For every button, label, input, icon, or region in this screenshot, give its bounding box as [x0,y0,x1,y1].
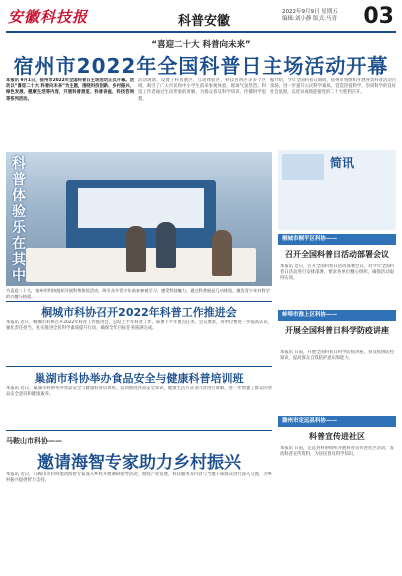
masthead [0,0,402,40]
sidebar-headline-2: 开展全国科普日科学防疫讲座 [285,326,389,335]
photo-slogan: 科普体验 乐在其中 [12,156,26,284]
brief-news-title: 简讯 [330,156,355,170]
story4-kicker: 马鞍山市科协—— [6,437,62,445]
story4-headline: 邀请海智专家助力乡村振兴 [37,453,241,473]
exhibit-screen [78,188,204,228]
section-divider [6,430,272,431]
story2-body: 本报讯 近日，桐城市科协召开2022年科普工作推进会，总结上半年科普工作，部署下半年重点任务。会议要求，各单位要进一步提高认识，强化责任担当，扎实推进全民科学素质提升行动，确保全年目标任务圆满完成。 [6,320,272,332]
visitor-figure [126,226,146,272]
sidebar-body-1: 本报讯 近日，召开全国科普日活动部署会议，对今年全国科普日活动进行安排部署，要求各单位精心组织，确保活动取得实效。 [280,264,394,282]
issue-date: 2022年9月9日 星期五 [282,9,338,15]
editor-line: 编辑:刘小静 版式:马青 [282,16,337,22]
section-title: 科普安徽 [178,14,231,29]
section-divider [6,366,272,367]
visitor-figure [156,222,176,268]
brief-news-graphic [282,154,324,180]
sidebar-body-3: 本报讯 日前，定远县科协组织开展科普宣传进社区活动，发放科普宣传资料，为居民普及科学知识。 [280,446,394,458]
sidebar-bar-1: 桐城市桐平区科协—— [278,234,396,245]
lead-column-3: 据介绍，今年全国科普日期间，宿州市将组织开展各类科普活动百余场，进一步提升公民科学素质，营造热爱科学、崇尚科学的良好社会氛围，以优异成绩迎接党的二十大胜利召开。 [270,78,396,96]
lead-column-1: 本报讯 9月1日，宿州市2022年全国科普日主场活动正式开幕。活动以“喜迎二十大 科普向未来”为主题，围绕科技创新、乡村振兴、绿色发展、健康生活等内容，开展科普展览、科普讲座、科技咨询等系列活动。 [6,78,134,102]
header-rule [6,31,396,33]
sidebar-headline-1: 召开全国科普日活动部署会议 [285,250,389,259]
lead-headline: 宿州市2022年全国科普日主场活动开幕 [13,54,389,78]
section-divider [6,301,272,302]
lead-photo [6,152,272,286]
sidebar-bar-3: 滁州市定远县科协—— [278,416,396,427]
story3-body: 本报讯 近日，巢湖市科协举办食品安全与健康科普培训班。培训围绕食品安全知识、健康生活方式等内容进行讲解，进一步增强了群众的食品安全意识和健康素养。 [6,386,272,398]
newspaper-logo: 安徽科技报 [8,8,89,26]
page-number: 03 [363,4,394,29]
sidebar-body-2: 本报讯 日前，开展全国科普日科学防疫讲座，普及疫情防控知识，提高群众自我防护意识和能力。 [280,350,394,362]
header-meta [282,9,338,23]
story3-headline: 巢湖市科协举办食品安全与健康科普培训班 [34,372,244,385]
photo-caption: 为喜迎二十大，宿州市科协组织开展科普体验活动，吸引众多青少年前来参观学习，感受科技魅力。通过科普展品互动体验，激发青少年对科学的兴趣与热爱。 [6,288,270,299]
lead-column-2: 活动现场，设置了科普展区、互动体验区、科技咨询区等多个区域，吸引了广大市民和中小学生前来参观体验，现场气氛热烈。科技工作者通过生动形象的讲解，为群众普及科学知识，传播科学思想。 [138,78,266,102]
story2-headline: 桐城市科协召开2022年科普工作推进会 [41,306,237,319]
sidebar-bar-2: 蚌埠市淮上区科协—— [278,310,396,321]
lead-kicker: “喜迎二十大 科普向未来” [151,40,251,50]
story4-body: 本报讯 近日，马鞍山市科协邀请海智专家深入乡村开展调研指导活动，围绕产业发展、科技服务等内容与当地干部群众进行深入交流，为乡村振兴提供智力支持。 [6,472,272,484]
visitor-figure [212,230,232,276]
sidebar-headline-3: 科普宣传进社区 [309,432,365,441]
